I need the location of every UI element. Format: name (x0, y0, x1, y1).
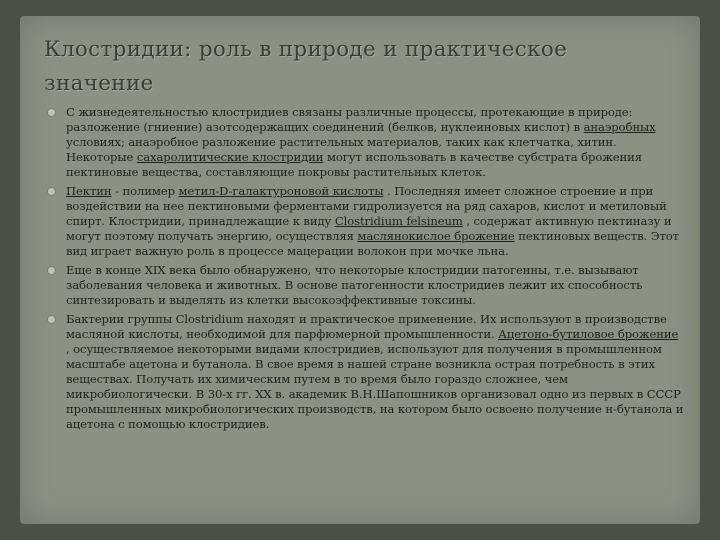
bullet-dot-icon (48, 316, 55, 323)
bullet-text: С жизнедеятельностью клостридиев связаны различные процессы, протекающие в природе: разложение (гниение) азотсодержащих соединений (белков, нуклеиновых кислот) в (66, 105, 633, 134)
bullet-item (48, 105, 684, 180)
linked-term[interactable]: анаэробных (583, 120, 656, 134)
bullet-text: Бактерии группы Clostridium находят и практическое применение. Их используют в производстве масляной кислоты, необходимой для парфюмерной промышленности. (66, 312, 667, 341)
linked-term[interactable]: маслянокислое брожение (357, 229, 515, 243)
bullet-dot-icon (48, 267, 55, 274)
slide-title: Клостридии: роль в природе и практическое значение (44, 37, 568, 96)
linked-term[interactable]: Clostridium felsineum (334, 214, 463, 228)
bullet-text: Еще в конце XIX века было обнаружено, что некоторые клостридии патогенны, т.е. вызывают заболевания человека и животных. В основе патогенности клостридиев лежит их способность синтезировать и выделять из клетки высокоэффективные токсины. (66, 263, 643, 307)
bullet-item (48, 263, 684, 308)
bullet-dot-icon (48, 188, 55, 195)
bullet-text: пектиновых веществ. Этот вид играет важную роль в процессе мацерации волокон при мочке льна. (66, 229, 679, 258)
linked-term[interactable]: Ацетоно-бутиловое брожение (498, 327, 679, 341)
bullet-text: условиях; анаэробное разложение растительных материалов, таких как клетчатка, хитин. Некоторые (66, 135, 617, 164)
bullet-item (48, 184, 684, 259)
bullet-item (48, 312, 684, 432)
bullet-text: . Последняя имеет сложное строение и при воздействии на нее пектиновыми ферментами гидролизуется на ряд сахаров, кислот и метиловый спирт. Клостридии, принадлежащие к виду (66, 184, 667, 228)
bullet-text: , содержат активную пектиназу и могут поэтому получать энергию, осуществляя (66, 214, 672, 243)
bullet-text: , осуществляемое некоторыми видами клостридиев, используют для получения в промышленном масштабе ацетона и бутанола. В свое время в нашей стране возникла острая потребность в этих веществах. Получать их химическим путем в то время было гораздо сложнее, чем микробиологически. В 30-х гг. XX в. академик В.Н.Шапошников организовал одно из первых в СССР промышленных микробиологических производств, на котором было освоено получение н-бутанола и ацетона с помощью клостридиев. (66, 342, 684, 431)
bullet-dot-icon (48, 109, 55, 116)
linked-term[interactable]: Пектин (66, 184, 112, 198)
bullet-text: могут использовать в качестве субстрата брожения пектиновые вещества, составляющие покровы растительных клеток. (66, 150, 643, 179)
linked-term[interactable]: сахаролитические клостридии (136, 150, 324, 164)
bullet-list (48, 105, 684, 436)
linked-term[interactable]: метил-D-галактуроновой кислоты (178, 184, 384, 198)
bullet-text: - полимер (111, 184, 179, 198)
